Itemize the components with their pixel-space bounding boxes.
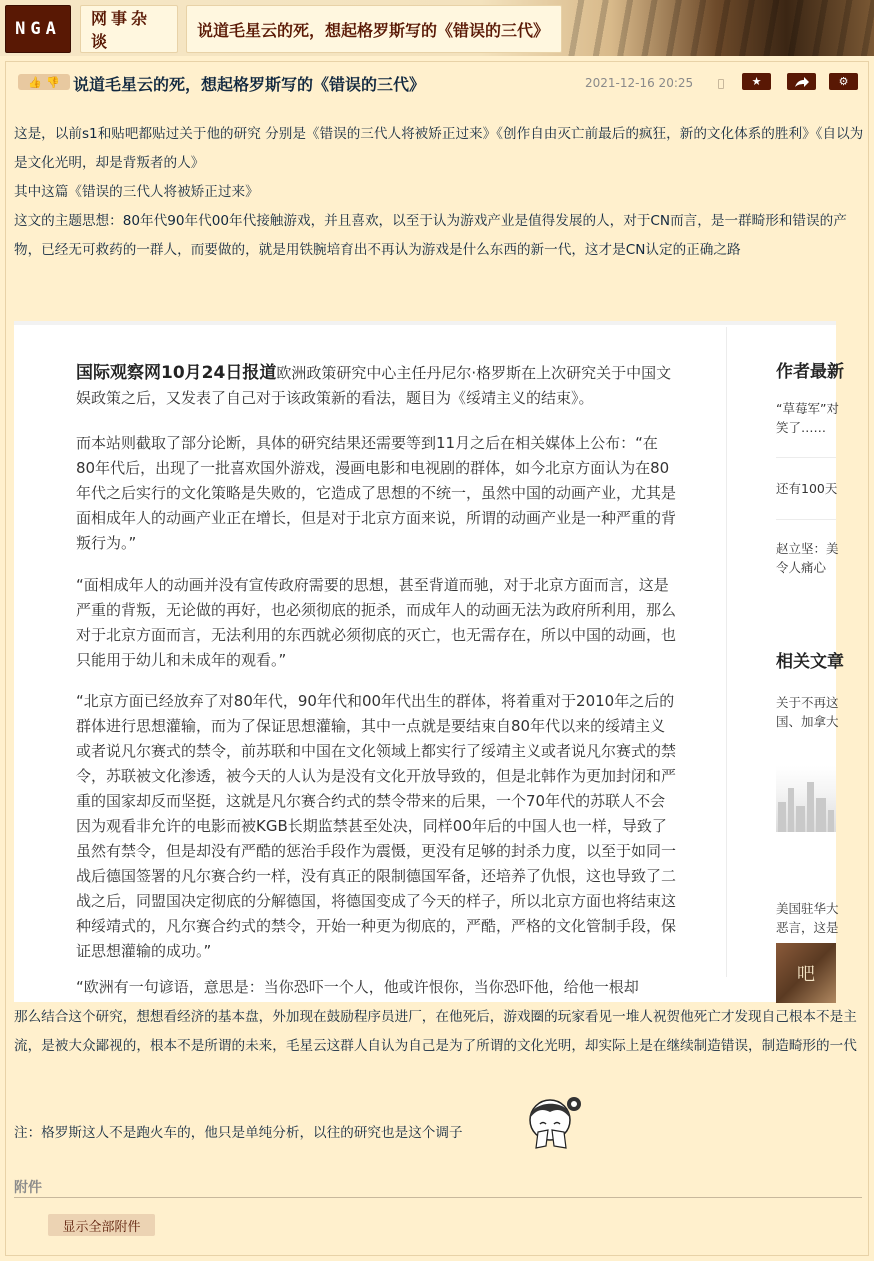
post-header: [6, 62, 868, 102]
post-paragraph-2: 其中这篇《错误的三代人将被矫正过来》: [14, 184, 259, 200]
sidebar-heading-related: 相关文章: [776, 652, 844, 672]
share-icon: [794, 76, 810, 88]
show-all-attachments-button[interactable]: 显示全部附件: [48, 1214, 155, 1236]
post-paragraph-3: 这文的主题思想：80年代90年代00年代接触游戏，并且喜欢，以至于认为游戏产业是值得发展的人，对于CN而言，是一群畸形和错误的产物，已经无可救药的一群人，而要做的，就是用铁腕培育出不再认为游戏是什么东西的新一代，这才是CN认定的正确之路: [14, 213, 847, 258]
related-article-thumbnail[interactable]: [776, 766, 836, 832]
article-paragraph-1: 而本站则截取了部分论断，具体的研究结果还需要等到11月之后在相关媒体上公布：“在80年代后，出现了一批喜欢国外游戏，漫画电影和电视剧的群体，如今北京方面认为在80年代之后实行的文化策略是失败的，它造成了思想的不统一，虽然中国的动画产业，尤其是面相成年人的动画产业正在增长，但是对于北京方面来说，所谓的动画产业是一种严重的背叛行为。”: [76, 434, 677, 552]
article-paragraph-3: “北京方面已经放弃了对80年代，90年代和00年代出生的群体，将着重对于2010年之后的群体进行思想灌输，而为了保证思想灌输，其中一点就是要结束自80年代以来的绥靖主义或者说凡尔赛式的禁令，前苏联和中国在文化领域上都实行了绥靖主义或者说凡尔赛式的禁令，苏联被文化渗透，被今天的人认为是没有文化开放导致的，但是北韩作为更加封闭和严重的国家却反而坚挺，这就是凡尔赛合约式的禁令带来的后果，一个70年代的苏联人不会因为观看非允许的电影而被KGB长期监禁甚至处决，同样00年后的中国人也一样，导致了虽然有禁令，但是却没有严酷的惩治手段作为震慑，更没有足够的封杀力度，以至于如同一战后德国签署的凡尔赛合约一样，没有真正的限制德国军备，还培养了仇恨，这也导致了二战之后，同盟国决定彻底的分解德国，将德国变成了今天的样子，所以北京方面也将结束这种绥靖式的，凡尔赛合约式的禁令，开始一种更为彻底的，严酷，严格的文化管制手段，保证思想灌输的成功。”: [76, 692, 677, 960]
sidebar-link[interactable]: 赵立坚：美: [776, 541, 839, 556]
embedded-article-screenshot[interactable]: [14, 321, 844, 1002]
article-paragraph-2: “面相成年人的动画并没有宣传政府需要的思想，甚至背道而驰，对于北京方面而言，这是严重的背叛，无论做的再好，也必须彻底的扼杀，而成年人的动画无法为政府所利用，那么对于北京方面而言，无法利用的东西就必须彻底的灭亡，也无需存在，所以中国的动画，也只能用于幼儿和未成年的观看。”: [76, 576, 677, 669]
article-lead: [76, 361, 676, 411]
thumbs-down-icon[interactable]: 👎: [46, 75, 60, 89]
article-paragraph-4: “欧洲有一句谚语，意思是：当你恐吓一个人，他或许恨你，当你恐吓他，给他一根却: [76, 978, 639, 996]
banner-decoration: [560, 0, 874, 56]
sidebar-link[interactable]: 笑了……: [776, 420, 827, 435]
sidebar-separator: [776, 457, 836, 458]
sidebar-link[interactable]: 关于不再这: [776, 695, 839, 710]
thumbnail-text: 吧: [797, 964, 815, 985]
breadcrumb-thread-title[interactable]: 说道毛星云的死，想起格罗斯写的《错误的三代》: [186, 5, 562, 53]
embed-column-divider: [726, 327, 727, 977]
post-paragraph-5: 注：格罗斯这人不是跑火车的，他只是单纯分析，以往的研究也是这个调子: [14, 1125, 463, 1141]
settings-button[interactable]: [829, 73, 858, 90]
sidebar-heading-author-latest: 作者最新: [776, 362, 844, 382]
nga-logo[interactable]: NGA: [5, 5, 71, 53]
sidebar-link[interactable]: “草莓军”对: [776, 401, 839, 416]
post-paragraph-1: 这是，以前s1和贴吧都贴过关于他的研究 分别是《错误的三代人将被矫正过来》《创作自由灭亡前最后的疯狂，新的文化体系的胜利》《自以为是文化光明，却是背叛者的人》: [14, 126, 864, 171]
sidebar-separator: [776, 519, 836, 520]
share-button[interactable]: [787, 73, 816, 90]
thumbs-up-icon[interactable]: 👍: [28, 75, 42, 89]
post-date: 2021-12-16 20:25: [585, 76, 694, 90]
vote-buttons[interactable]: [18, 74, 70, 90]
article-lead-rest: 欧洲政策研究中心主任丹尼尔·格罗斯在上次研究关于中国文娱政策之后，又发表了自己对于该政策新的看法，题目为《绥靖主义的结束》。: [76, 364, 672, 407]
post-panel: [5, 61, 869, 1256]
sidebar-link[interactable]: 令人痛心: [776, 560, 827, 575]
favorite-button[interactable]: [742, 73, 771, 90]
anime-sticker-image: [518, 1090, 588, 1154]
attachments-divider: [14, 1197, 862, 1198]
sidebar-link[interactable]: 还有100天: [776, 481, 838, 496]
article-lead-bold: 国际观察网10月24日报道: [76, 363, 277, 383]
sidebar-link[interactable]: 国、加拿大: [776, 714, 839, 729]
post-paragraph-4: 那么结合这个研究，想想看经济的基本盘，外加现在鼓励程序员进厂，在他死后，游戏圈的玩家看见一堆人祝贺他死亡才发现自己根本不是主流，是被大众鄙视的，根本不是所谓的未来，毛星云这群人自认为自己是为了所谓的文化光明，却实际上是在继续制造错误，制造畸形的一代: [14, 1009, 857, 1054]
sidebar-link[interactable]: 美国驻华大: [776, 901, 839, 916]
gear-icon: ⚙: [838, 75, 849, 88]
post-title: 说道毛星云的死，想起格罗斯写的《错误的三代》: [73, 75, 426, 94]
sidebar-link[interactable]: 恶言，这是: [776, 920, 839, 935]
embed-top-edge: [14, 321, 836, 325]
star-icon: ★: [751, 75, 762, 88]
breadcrumb-section[interactable]: 网事杂谈: [80, 5, 178, 53]
related-article-image[interactable]: [776, 943, 836, 1003]
mobile-icon: [718, 79, 724, 89]
attachments-label: 附件: [14, 1180, 42, 1196]
